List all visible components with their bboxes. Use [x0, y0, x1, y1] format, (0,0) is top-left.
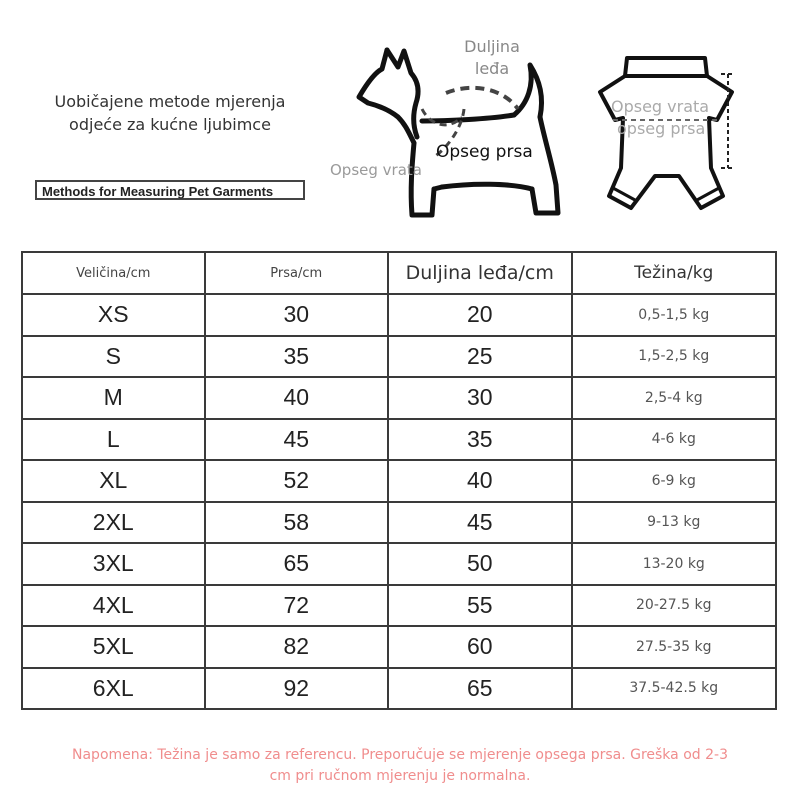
cell-back-length: 60 [388, 626, 572, 668]
cell-chest: 52 [205, 460, 388, 502]
cell-weight: 9-13 kg [572, 502, 777, 544]
cell-size: M [22, 377, 205, 419]
cell-back-length: 40 [388, 460, 572, 502]
cell-weight: 20-27.5 kg [572, 585, 777, 627]
table-row [22, 336, 776, 378]
cell-chest: 65 [205, 543, 388, 585]
cell-back-length: 45 [388, 502, 572, 544]
cell-weight: 27.5-35 kg [572, 626, 777, 668]
cell-size: 5XL [22, 626, 205, 668]
cell-back-length: 35 [388, 419, 572, 461]
back-length-line-1: Duljina [464, 37, 520, 56]
cell-size: 6XL [22, 668, 205, 710]
cell-weight: 2,5-4 kg [572, 377, 777, 419]
table-row [22, 543, 776, 585]
cell-back-length: 55 [388, 585, 572, 627]
cell-chest: 92 [205, 668, 388, 710]
table-row [22, 502, 776, 544]
table-row [22, 460, 776, 502]
header-back-length: Duljina leđa/cm [388, 252, 572, 294]
neck-label: Opseg vrata [330, 161, 422, 179]
cell-chest: 72 [205, 585, 388, 627]
cell-size: L [22, 419, 205, 461]
back-length-line-2: leđa [474, 59, 510, 78]
table-row [22, 419, 776, 461]
cell-chest: 35 [205, 336, 388, 378]
cell-weight: 0,5-1,5 kg [572, 294, 777, 336]
garment-neck-label: Opseg vrata [611, 97, 710, 116]
table-header-row [22, 252, 776, 294]
table-row [22, 668, 776, 710]
garment-chest-label: opseg prsa [617, 119, 706, 138]
cell-weight: 37.5-42.5 kg [572, 668, 777, 710]
cell-weight: 4-6 kg [572, 419, 777, 461]
size-chart-table [21, 251, 777, 710]
note-line-1: Napomena: Težina je samo za referencu. Preporučuje se mjerenje opsega prsa. Greška od 2-3 [72, 747, 728, 763]
header-chest: Prsa/cm [205, 252, 388, 294]
cell-back-length: 65 [388, 668, 572, 710]
cell-weight: 1,5-2,5 kg [572, 336, 777, 378]
back-length-label [462, 36, 522, 80]
cell-chest: 30 [205, 294, 388, 336]
measurement-guide-header [0, 0, 800, 245]
cell-chest: 40 [205, 377, 388, 419]
cell-chest: 58 [205, 502, 388, 544]
table-row [22, 294, 776, 336]
cell-back-length: 30 [388, 377, 572, 419]
cell-back-length: 20 [388, 294, 572, 336]
note-line-2: cm pri ručnom mjerenju je normalna. [269, 768, 531, 784]
intro-line-2: odjeće za kućne ljubimce [69, 115, 271, 134]
intro-title [30, 90, 310, 136]
cell-chest: 82 [205, 626, 388, 668]
cell-size: 2XL [22, 502, 205, 544]
cell-weight: 13-20 kg [572, 543, 777, 585]
cell-size: S [22, 336, 205, 378]
intro-line-1: Uobičajene metode mjerenja [54, 92, 286, 111]
header-size: Veličina/cm [22, 252, 205, 294]
table-row [22, 585, 776, 627]
dog-illustration [330, 25, 570, 225]
reference-note [40, 745, 760, 787]
cell-chest: 45 [205, 419, 388, 461]
chest-label: Opseg prsa [436, 142, 533, 162]
cell-size: XL [22, 460, 205, 502]
table-row [22, 377, 776, 419]
table-row [22, 626, 776, 668]
cell-back-length: 50 [388, 543, 572, 585]
cell-weight: 6-9 kg [572, 460, 777, 502]
methods-label-box: Methods for Measuring Pet Garments [35, 180, 305, 200]
cell-size: XS [22, 294, 205, 336]
header-weight: Težina/kg [572, 252, 777, 294]
cell-back-length: 25 [388, 336, 572, 378]
cell-size: 4XL [22, 585, 205, 627]
cell-size: 3XL [22, 543, 205, 585]
